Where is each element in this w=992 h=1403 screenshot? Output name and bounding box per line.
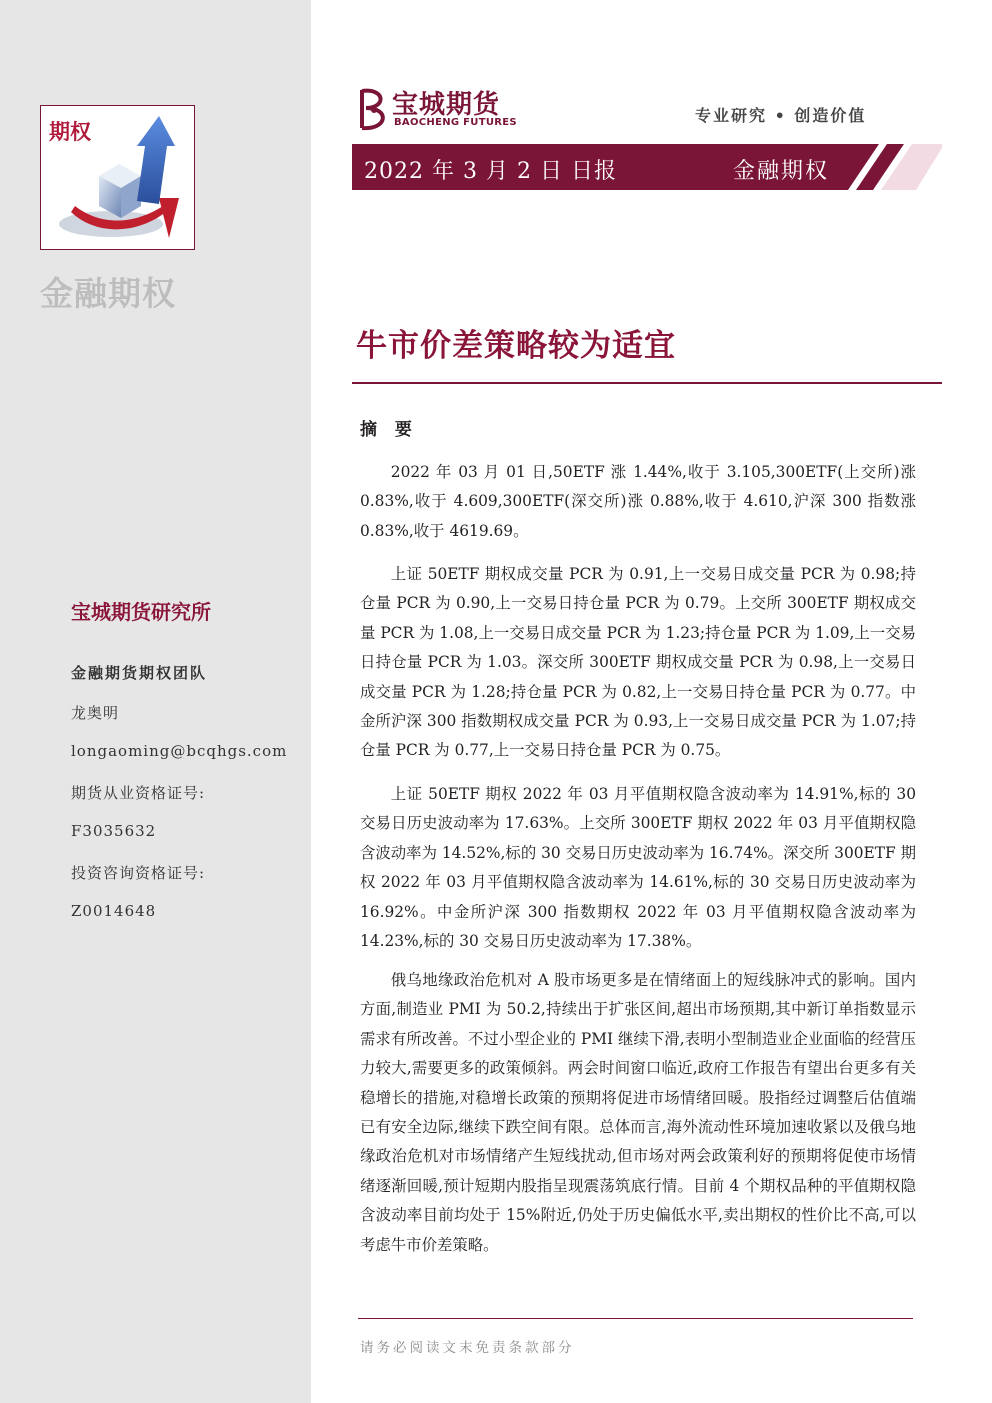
sidebar: [0, 0, 311, 1403]
brand-logo: [356, 86, 526, 134]
report-category: 金融期权: [733, 159, 830, 184]
slogan: 专业研究 • 创造价值: [695, 106, 867, 125]
brand-name-cn: 宝城期货: [392, 90, 501, 120]
logo-tag: 期权: [49, 120, 91, 144]
report-title: 牛市价差策略较为适宜: [356, 328, 676, 364]
institute-name: 宝城期货研究所: [71, 600, 211, 624]
disclaimer-note: 请务必阅读文末免责条款部分: [360, 1340, 575, 1356]
options-logo: [40, 105, 195, 250]
paragraph-market-close: 2022 年 03 月 01 日,50ETF 涨 1.44%,收于 3.105,300ETF(上交所)涨 0.83%,收于 4.609,300ETF(深交所)涨 0.88%,收于 4.610,沪深 300 指数涨 0.83%,收于 4619.69。: [360, 463, 916, 540]
paragraph-outlook: 俄乌地缘政治危机对 A 股市场更多是在情绪面上的短线脉冲式的影响。国内方面,制造业 PMI 为 50.2,持续出于扩张区间,超出市场预期,其中新订单指数显示需求有所改善。不过小型企业的 PMI 继续下滑,表明小型制造业企业面临的经营压力较大,需要更多的政策倾斜。两会时间窗口临近,政府工作报告有望出台更多有关稳增长的措施,对稳增长政策的预期将促进市场情绪回暖。股指经过调整后估值端已有安全边际,继续下跌空间有限。总体而言,海外流动性环境加速收紧以及俄乌地缘政治危机对市场情绪产生短线扰动,但市场对两会政策利好的预期将促使市场情绪逐渐回暖,预计短期内股指呈现震荡筑底行情。目前 4 个期权品种的平值期权隐含波动率目前均处于 15%附近,仍处于历史偏低水平,卖出期权的性价比不高,可以考虑牛市价差策略。: [360, 971, 916, 1254]
abstract-heading: 摘 要: [360, 420, 418, 440]
futures-cert-value: F3035632: [71, 822, 157, 840]
footer-divider: [358, 1318, 913, 1319]
brand-b-icon: [356, 86, 390, 132]
analyst-name: 龙奥明: [71, 704, 120, 722]
advisory-cert-value: Z0014648: [71, 902, 157, 920]
brand-name-en: BAOCHENG FUTURES: [394, 117, 517, 128]
futures-cert-label: 期货从业资格证号:: [71, 784, 206, 802]
team-name: 金融期货期权团队: [71, 664, 208, 682]
report-date: 2022 年 3 月 2 日 日报: [364, 159, 617, 184]
paragraph-pcr: 上证 50ETF 期权成交量 PCR 为 0.91,上一交易日成交量 PCR 为 0.98;持仓量 PCR 为 0.90,上一交易日持仓量 PCR 为 0.79。上交所 300ETF 期权成交量 PCR 为 1.08,上一交易日成交量 PCR 为 1.23;持仓量 PCR 为 1.09,上一交易日持仓量 PCR 为 1.03。深交所 300ETF 期权成交量 PCR 为 0.98,上一交易日成交量 PCR 为 1.28;持仓量 PCR 为 0.82,上一交易日持仓量 PCR 为 0.77。中金所沪深 300 指数期权成交量 PCR 为 0.93,上一交易日成交量 PCR 为 1.07;持仓量 PCR 为 0.77,上一交易日持仓量 PCR 为 0.75。: [360, 565, 916, 760]
paragraph-volatility: 上证 50ETF 期权 2022 年 03 月平值期权隐含波动率为 14.91%,标的 30 交易日历史波动率为 17.63%。上交所 300ETF 期权 2022 年 03 月平值期权隐含波动率为 14.52%,标的 30 交易日历史波动率为 16.74%。深交所 300ETF 期权 2022 年 03 月平值期权隐含波动率为 14.61%,标的 30 交易日历史波动率为 16.92%。中金所沪深 300 指数期权 2022 年 03 月平值期权隐含波动率为 14.23%,标的 30 交易日历史波动率为 17.38%。: [360, 785, 916, 951]
sidebar-title: 金融期权: [40, 274, 176, 313]
title-divider: [352, 382, 942, 384]
analyst-email[interactable]: longaoming@bcqhgs.com: [71, 742, 288, 760]
advisory-cert-label: 投资咨询资格证号:: [71, 864, 206, 882]
